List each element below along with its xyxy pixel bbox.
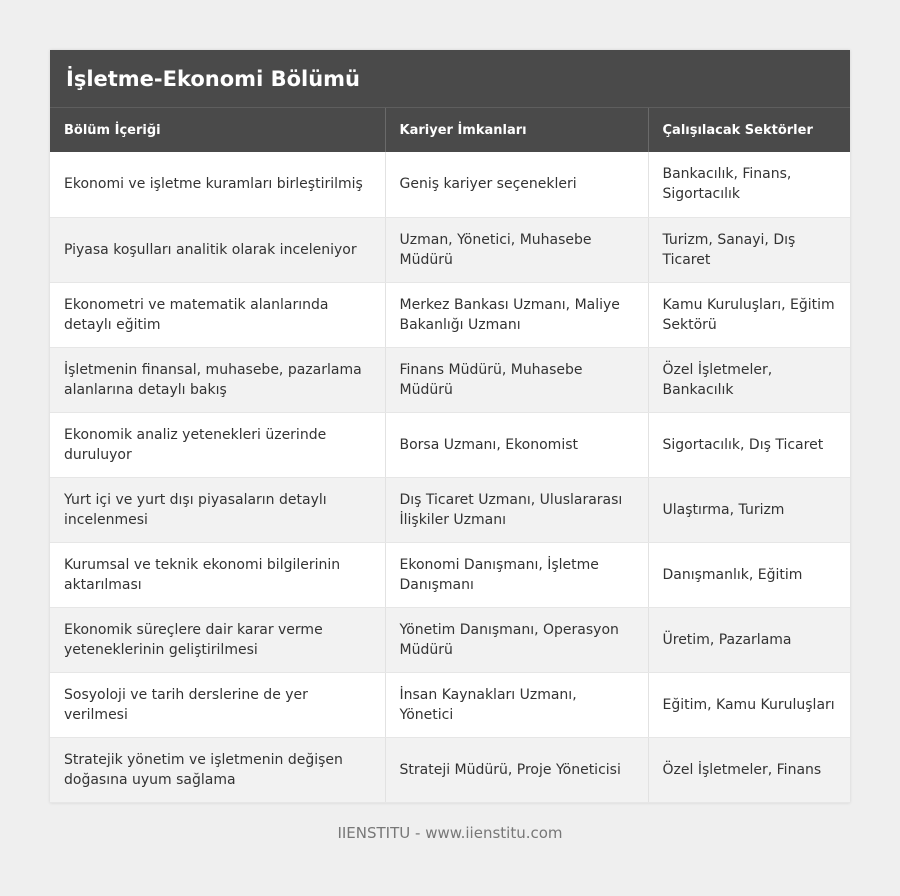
- cell-content: Ekonomi ve işletme kuramları birleştirilmiş: [50, 152, 385, 217]
- cell-content: Yurt içi ve yurt dışı piyasaların detaylı incelenmesi: [50, 477, 385, 542]
- header-row: [50, 108, 850, 152]
- cell-content: Kurumsal ve teknik ekonomi bilgilerinin aktarılması: [50, 542, 385, 607]
- cell-content: Sosyoloji ve tarih derslerine de yer verilmesi: [50, 672, 385, 737]
- cell-sectors: Özel İşletmeler, Bankacılık: [648, 347, 850, 412]
- cell-sectors: Sigortacılık, Dış Ticaret: [648, 412, 850, 477]
- cell-content: Ekonomik analiz yetenekleri üzerinde duruluyor: [50, 412, 385, 477]
- cell-sectors: Danışmanlık, Eğitim: [648, 542, 850, 607]
- cell-sectors: Eğitim, Kamu Kuruluşları: [648, 672, 850, 737]
- cell-careers: Dış Ticaret Uzmanı, Uluslararası İlişkiler Uzmanı: [385, 477, 648, 542]
- cell-content: Ekonometri ve matematik alanlarında detaylı eğitim: [50, 282, 385, 347]
- cell-careers: Uzman, Yönetici, Muhasebe Müdürü: [385, 217, 648, 282]
- cell-sectors: Kamu Kuruluşları, Eğitim Sektörü: [648, 282, 850, 347]
- table-row: [50, 347, 850, 412]
- cell-sectors: Bankacılık, Finans, Sigortacılık: [648, 152, 850, 217]
- cell-careers: Strateji Müdürü, Proje Yöneticisi: [385, 737, 648, 802]
- table-title: İşletme-Ekonomi Bölümü: [50, 50, 850, 108]
- table-row: [50, 542, 850, 607]
- table-row: [50, 152, 850, 217]
- column-header-sectors: Çalışılacak Sektörler: [648, 108, 850, 152]
- table-row: [50, 607, 850, 672]
- table-row: [50, 477, 850, 542]
- table-row: [50, 672, 850, 737]
- cell-sectors: Özel İşletmeler, Finans: [648, 737, 850, 802]
- cell-sectors: Ulaştırma, Turizm: [648, 477, 850, 542]
- cell-content: Piyasa koşulları analitik olarak inceleniyor: [50, 217, 385, 282]
- cell-content: Stratejik yönetim ve işletmenin değişen doğasına uyum sağlama: [50, 737, 385, 802]
- footer-text: IIENSTITU - www.iienstitu.com: [337, 824, 563, 842]
- table-row: [50, 737, 850, 802]
- column-header-content: Bölüm İçeriği: [50, 108, 385, 152]
- table-row: [50, 217, 850, 282]
- cell-content: Ekonomik süreçlere dair karar verme yeteneklerinin geliştirilmesi: [50, 607, 385, 672]
- data-table: [50, 108, 850, 803]
- cell-careers: Yönetim Danışmanı, Operasyon Müdürü: [385, 607, 648, 672]
- table-card: [50, 50, 850, 803]
- cell-careers: İnsan Kaynakları Uzmanı, Yönetici: [385, 672, 648, 737]
- cell-careers: Ekonomi Danışmanı, İşletme Danışmanı: [385, 542, 648, 607]
- cell-careers: Finans Müdürü, Muhasebe Müdürü: [385, 347, 648, 412]
- cell-sectors: Üretim, Pazarlama: [648, 607, 850, 672]
- table-row: [50, 412, 850, 477]
- cell-careers: Merkez Bankası Uzmanı, Maliye Bakanlığı Uzmanı: [385, 282, 648, 347]
- cell-careers: Borsa Uzmanı, Ekonomist: [385, 412, 648, 477]
- table-row: [50, 282, 850, 347]
- column-header-careers: Kariyer İmkanları: [385, 108, 648, 152]
- cell-careers: Geniş kariyer seçenekleri: [385, 152, 648, 217]
- cell-sectors: Turizm, Sanayi, Dış Ticaret: [648, 217, 850, 282]
- cell-content: İşletmenin finansal, muhasebe, pazarlama alanlarına detaylı bakış: [50, 347, 385, 412]
